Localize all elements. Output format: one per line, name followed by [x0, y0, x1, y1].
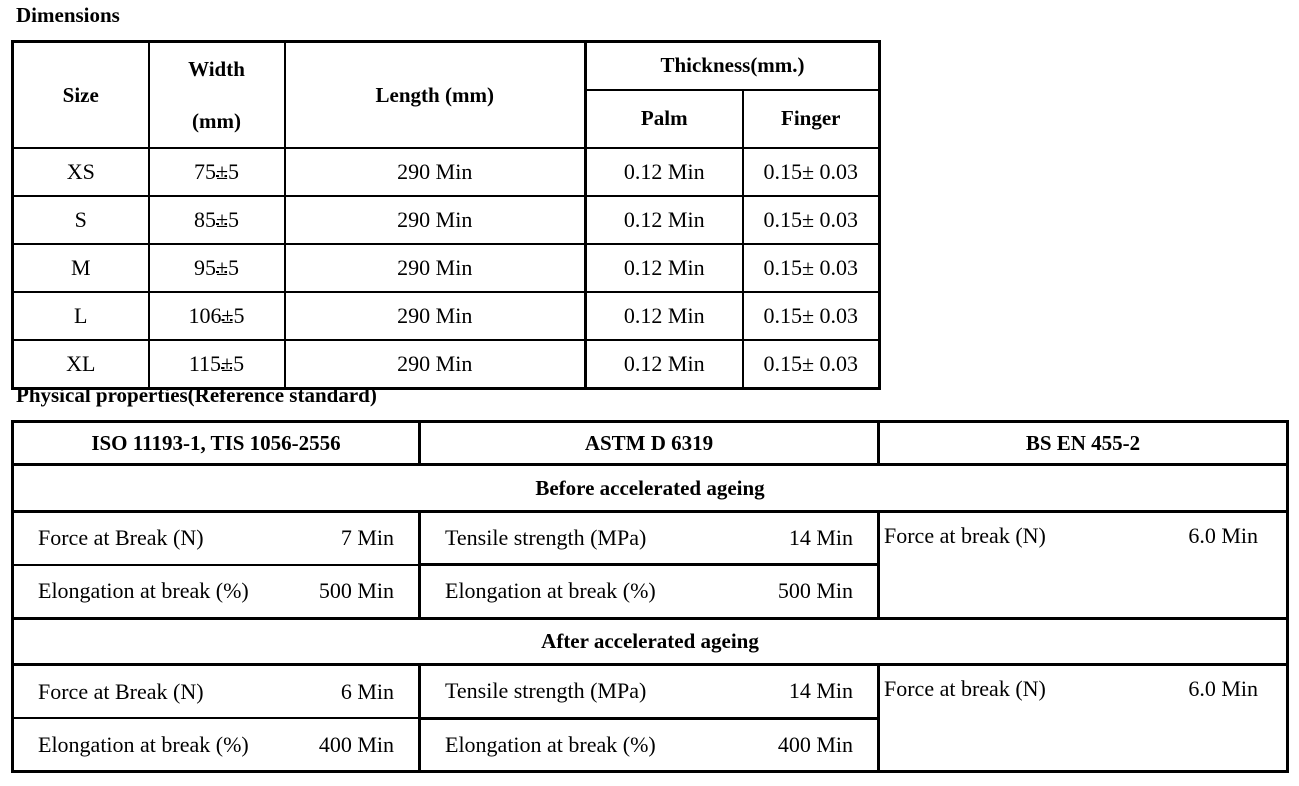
length-cell: 290 Min — [285, 292, 586, 340]
palm-cell: 0.12 Min — [586, 340, 743, 388]
astm-property-cell — [420, 665, 879, 718]
width-nominal: 115 — [188, 350, 222, 376]
width-tolerance: ±5 — [215, 159, 240, 184]
bsen-property-cell — [879, 665, 1288, 772]
dimensions-heading: Dimensions — [16, 3, 120, 27]
header-width-label: Width — [188, 57, 245, 81]
width-tolerance: ±5 — [221, 303, 245, 328]
standard-astm: ASTM D 6319 — [420, 422, 879, 465]
property-label: Force at break (N) — [884, 676, 1046, 702]
property-value: 500 Min — [318, 578, 394, 604]
property-label: Force at Break (N) — [38, 678, 204, 704]
width-nominal: 85 — [193, 207, 216, 232]
size-cell: L — [13, 292, 149, 340]
width-cell — [149, 244, 285, 292]
section-before-ageing: Before accelerated ageing — [13, 465, 1288, 511]
table-row — [13, 244, 880, 292]
length-cell: 290 Min — [285, 196, 586, 244]
header-length: Length (mm) — [285, 42, 586, 149]
property-label: Elongation at break (%) — [445, 578, 656, 604]
header-finger: Finger — [743, 90, 880, 148]
iso-property-cell — [13, 511, 420, 564]
table-row — [13, 196, 880, 244]
palm-cell: 0.12 Min — [586, 292, 743, 340]
finger-cell: 0.15± 0.03 — [743, 340, 880, 388]
astm-property-cell — [420, 718, 879, 772]
palm-cell: 0.12 Min — [586, 148, 743, 196]
iso-property-cell — [13, 565, 420, 618]
header-width — [149, 42, 285, 149]
width-tolerance: ±5 — [215, 207, 240, 232]
width-cell — [149, 292, 285, 340]
property-label: Elongation at break (%) — [38, 578, 249, 604]
astm-property-cell — [420, 565, 879, 618]
width-tolerance: ±5 — [221, 350, 245, 376]
section-after-ageing: After accelerated ageing — [13, 618, 1288, 664]
property-value: 500 Min — [777, 578, 853, 604]
property-label: Tensile strength (MPa) — [445, 524, 647, 550]
size-cell: XS — [13, 148, 149, 196]
header-thickness: Thickness(mm.) — [586, 42, 880, 90]
property-value: 6.0 Min — [1188, 522, 1258, 548]
iso-property-cell — [13, 665, 420, 718]
length-cell: 290 Min — [285, 148, 586, 196]
property-value: 400 Min — [318, 731, 394, 757]
finger-cell: 0.15± 0.03 — [743, 244, 880, 292]
finger-cell: 0.15± 0.03 — [743, 196, 880, 244]
property-label: Tensile strength (MPa) — [445, 678, 647, 704]
astm-property-cell — [420, 511, 879, 564]
bsen-property-cell — [879, 511, 1288, 618]
size-cell: M — [13, 244, 149, 292]
finger-cell: 0.15± 0.03 — [743, 292, 880, 340]
palm-cell: 0.12 Min — [586, 196, 743, 244]
width-cell — [149, 148, 285, 196]
property-value: 7 Min — [340, 525, 394, 551]
standard-iso: ISO 11193-1, TIS 1056-2556 — [13, 422, 420, 465]
property-value: 6.0 Min — [1188, 676, 1258, 702]
table-row — [13, 292, 880, 340]
length-cell: 290 Min — [285, 244, 586, 292]
dimensions-table — [11, 40, 881, 390]
finger-cell: 0.15± 0.03 — [743, 148, 880, 196]
width-nominal: 106 — [188, 303, 222, 328]
header-width-unit: (mm) — [192, 109, 241, 133]
physical-properties-table — [11, 420, 1289, 773]
size-cell: XL — [13, 340, 149, 388]
property-label: Elongation at break (%) — [445, 731, 656, 757]
property-label: Elongation at break (%) — [38, 731, 249, 757]
width-tolerance: ±5 — [215, 255, 240, 280]
property-label: Force at break (N) — [884, 522, 1046, 548]
property-value: 14 Min — [788, 524, 853, 550]
size-cell: S — [13, 196, 149, 244]
property-value: 400 Min — [777, 731, 853, 757]
iso-property-cell — [13, 718, 420, 772]
table-row — [13, 340, 880, 388]
property-value: 6 Min — [340, 678, 394, 704]
physical-properties-heading: Physical properties(Reference standard) — [16, 383, 377, 407]
width-cell — [149, 340, 285, 388]
length-cell: 290 Min — [285, 340, 586, 388]
property-value: 14 Min — [788, 678, 853, 704]
header-size: Size — [13, 42, 149, 149]
property-label: Force at Break (N) — [38, 525, 204, 551]
header-palm: Palm — [586, 90, 743, 148]
table-row — [13, 148, 880, 196]
palm-cell: 0.12 Min — [586, 244, 743, 292]
standard-bsen: BS EN 455-2 — [879, 422, 1288, 465]
width-cell — [149, 196, 285, 244]
width-nominal: 75 — [193, 159, 216, 184]
width-nominal: 95 — [193, 255, 216, 280]
